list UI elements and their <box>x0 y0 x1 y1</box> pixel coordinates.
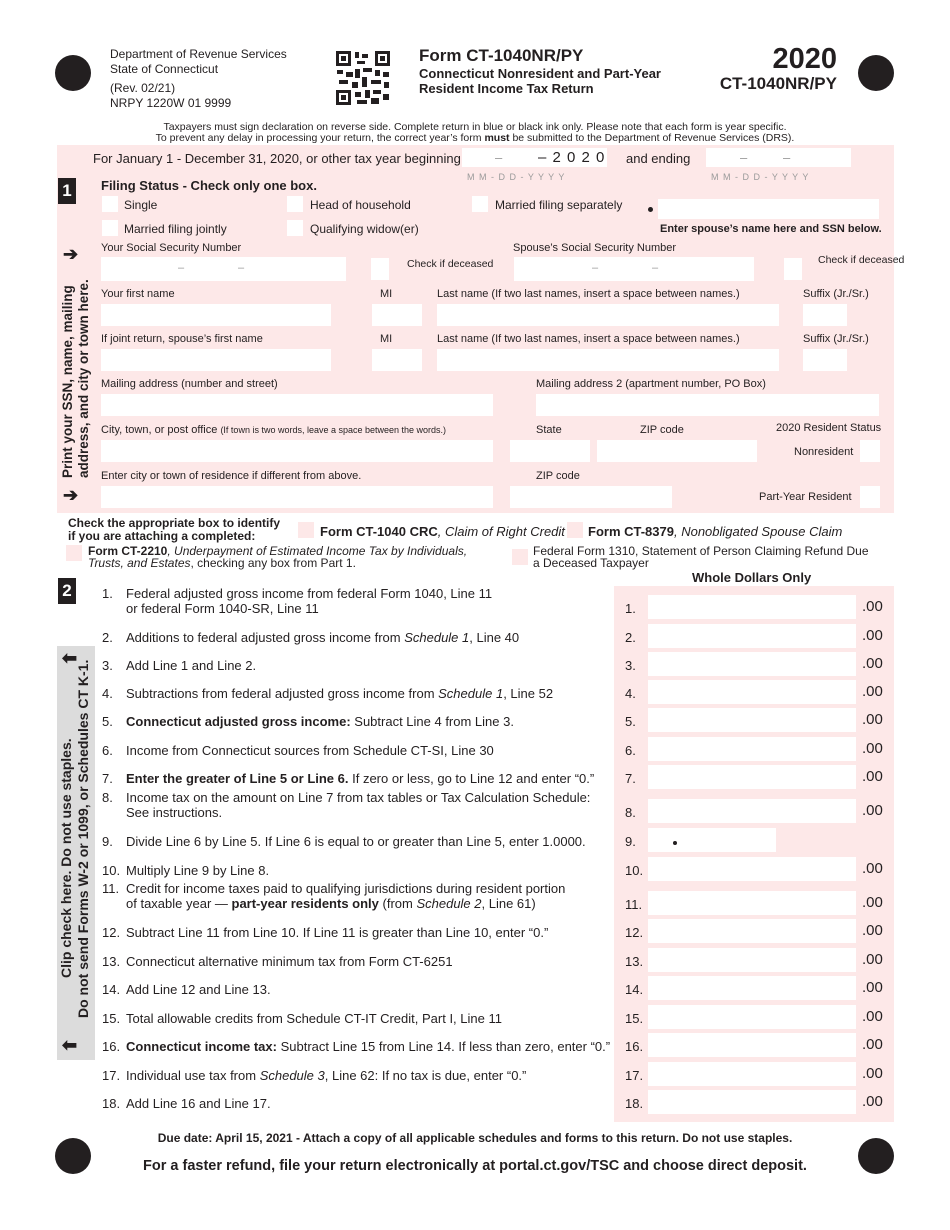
line-10-amount-field[interactable] <box>648 857 856 881</box>
single-checkbox[interactable] <box>102 196 118 212</box>
spouse-last-name-field[interactable] <box>437 349 779 371</box>
married-separately-checkbox[interactable] <box>472 196 488 212</box>
line-6-text: 6. Income from Connecticut sources from Schedule CT-SI, Line 30 <box>102 743 494 758</box>
line-1-cents: .00 <box>862 598 883 615</box>
line-5-number: 5. <box>625 714 636 729</box>
line-1-amount-field[interactable] <box>648 595 856 619</box>
registration-mark <box>858 55 894 91</box>
side-label-print: Print your SSN, name, mailing address, and city or town here. <box>60 279 91 478</box>
whole-dollars: Whole Dollars Only <box>692 570 812 585</box>
line-1-number: 1. <box>625 601 636 616</box>
line-4-cents: .00 <box>862 683 883 700</box>
first-name-label: Your first name <box>101 288 175 300</box>
line-18-amount-field[interactable] <box>648 1090 856 1114</box>
attach-intro: Check the appropriate box to identify if you are attaching a completed: <box>68 516 281 543</box>
line-14-text: 14. Add Line 12 and Line 13. <box>102 982 271 997</box>
first-name-field[interactable] <box>101 304 331 326</box>
line-11-text: 11. Credit for income taxes paid to qualifying jurisdictions during resident portion of taxable year — part-year residents only (from Schedule 2, Line 61) <box>102 881 566 911</box>
ct8379-checkbox[interactable] <box>567 522 583 538</box>
spouse-mi-field[interactable] <box>372 349 422 371</box>
spouse-name-field[interactable] <box>658 199 879 219</box>
part-year-checkbox[interactable] <box>860 486 880 508</box>
revision: (Rev. 02/21) <box>110 81 176 95</box>
line-15-number: 15. <box>625 1011 644 1026</box>
head-of-household-label: Head of household <box>310 198 411 212</box>
qualifying-widow-checkbox[interactable] <box>287 220 303 236</box>
nonresident-label: Nonresident <box>794 446 854 458</box>
line-3-text: 3. Add Line 1 and Line 2. <box>102 658 257 673</box>
qr-code-icon <box>335 50 391 106</box>
line-15-cents: .00 <box>862 1008 883 1025</box>
spouse-ssn-field[interactable] <box>514 257 754 281</box>
arrow-right-icon: ➔ <box>63 244 79 264</box>
spouse-check-deceased-label: Check if deceased <box>818 254 905 266</box>
form-code: NRPY 1220W 01 9999 <box>110 96 232 110</box>
line-7-text: 7. Enter the greater of Line 5 or Line 6. If zero or less, go to Line 12 and enter “0.” <box>102 771 595 786</box>
spouse-first-name-field[interactable] <box>101 349 331 371</box>
deceased-checkbox[interactable] <box>371 258 389 280</box>
line-7-amount-field[interactable] <box>648 765 856 789</box>
line-8-cents: .00 <box>862 802 883 819</box>
line-16-number: 16. <box>625 1039 644 1054</box>
married-jointly-label: Married filing jointly <box>124 222 227 236</box>
form-subtitle2: Resident Income Tax Return <box>419 81 594 96</box>
city-label: City, town, or post office (If town is two words, leave a space between the words.) <box>101 424 447 436</box>
and-ending: and ending <box>626 151 691 166</box>
line-17-amount-field[interactable] <box>648 1062 856 1086</box>
line-11-amount-field[interactable] <box>648 891 856 915</box>
line-13-amount-field[interactable] <box>648 948 856 972</box>
line-14-cents: .00 <box>862 979 883 996</box>
ssn-field[interactable] <box>101 257 346 281</box>
line-13-cents: .00 <box>862 951 883 968</box>
spouse-suffix-label: Suffix (Jr./Sr.) <box>803 333 869 345</box>
mailing-address2-label: Mailing address 2 (apartment number, PO Box) <box>536 378 766 390</box>
head-of-household-checkbox[interactable] <box>287 196 303 212</box>
title-block <box>419 46 661 96</box>
line-12-cents: .00 <box>862 922 883 939</box>
line-18-text: 18. Add Line 16 and Line 17. <box>102 1096 271 1111</box>
line-10-number: 10. <box>625 863 644 878</box>
married-separately-label: Married filing separately <box>495 198 623 212</box>
line-1-text: 1. Federal adjusted gross income from federal Form 1040, Line 11 or federal Form 1040-SR, Line 11 <box>102 586 493 616</box>
line-15-amount-field[interactable] <box>648 1005 856 1029</box>
line-7-number: 7. <box>625 771 636 786</box>
line-17-number: 17. <box>625 1068 644 1083</box>
line-17-cents: .00 <box>862 1065 883 1082</box>
mailing-address2-field[interactable] <box>536 394 879 416</box>
registration-mark <box>55 55 91 91</box>
end-date-hint: M M - D D - Y Y Y Y <box>711 172 810 182</box>
side-label-clip: Clip check here. Do not use staples. Do not send Forms W-2 or 1099, or Schedules CT K-1. <box>58 659 91 1018</box>
part-year-label: Part-Year Resident <box>759 491 852 503</box>
line-5-text: 5. Connecticut adjusted gross income: Subtract Line 4 from Line 3. <box>102 714 514 729</box>
spouse-first-name-label: If joint return, spouse’s first name <box>101 333 263 345</box>
begin-date-hint: M M - D D - Y Y Y Y <box>467 172 566 182</box>
mi-label: MI <box>380 288 393 300</box>
line-18-cents: .00 <box>862 1093 883 1110</box>
notice <box>0 122 950 144</box>
line-2-number: 2. <box>625 630 636 645</box>
ct8379-label: Form CT-8379, Nonobligated Spouse Claim <box>588 524 843 539</box>
line-16-text: 16. Connecticut income tax: Subtract Line 15 from Line 14. If less than zero, enter “0.” <box>102 1039 611 1054</box>
line-11-number: 11. <box>625 897 643 912</box>
line-13-text: 13. Connecticut alternative minimum tax from Form CT-6251 <box>102 954 453 969</box>
line-18-number: 18. <box>625 1096 644 1111</box>
line-12-amount-field[interactable] <box>648 919 856 943</box>
f1310-checkbox[interactable] <box>512 549 528 565</box>
line-16-amount-field[interactable] <box>648 1033 856 1057</box>
suffix-field[interactable] <box>803 304 847 326</box>
filing-status-title: Filing Status - Check only one box. <box>101 178 317 193</box>
arrow-right-icon: ➔ <box>63 485 79 505</box>
line-7-cents: .00 <box>862 768 883 785</box>
spouse-suffix-field[interactable] <box>803 349 847 371</box>
spouse-ssn-label: Spouse’s Social Security Number <box>513 242 677 254</box>
line-12-number: 12. <box>625 925 644 940</box>
line-5-cents: .00 <box>862 711 883 728</box>
suffix-label: Suffix (Jr./Sr.) <box>803 288 869 300</box>
spouse-mi-label: MI <box>380 333 393 345</box>
line-8-amount-field[interactable] <box>648 799 856 823</box>
residence-zip-field[interactable] <box>510 486 672 508</box>
date-sep: – <box>495 150 503 165</box>
zip-label: ZIP code <box>640 424 684 436</box>
single-label: Single <box>124 198 158 212</box>
crc-label: Form CT-1040 CRC, Claim of Right Credit <box>320 524 565 539</box>
refund-note: For a faster refund, file your return electronically at portal.ct.gov/TSC and choose direct deposit. <box>143 1158 807 1174</box>
state-label: State <box>536 424 562 436</box>
line-6-amount-field[interactable] <box>648 737 856 761</box>
dept-block <box>110 47 287 111</box>
arrow-left-icon: ⬅ <box>62 648 78 668</box>
line-8-number: 8. <box>625 805 636 820</box>
f1310-label: Federal Form 1310, Statement of Person Claiming Refund Due a Deceased Taxpayer <box>533 544 869 570</box>
line-16-cents: .00 <box>862 1036 883 1053</box>
city-residence-field[interactable] <box>101 486 493 508</box>
ssn-label: Your Social Security Number <box>101 242 242 254</box>
period-label: For January 1 - December 31, 2020, or other tax year beginning <box>93 151 461 166</box>
ct2210-checkbox[interactable] <box>66 545 82 561</box>
section-2-badge: 2 <box>58 578 76 604</box>
married-jointly-checkbox[interactable] <box>102 220 118 236</box>
line-12-text: 12. Subtract Line 11 from Line 10. If Line 11 is greater than Line 10, enter “0.” <box>102 925 549 940</box>
line-3-amount-field[interactable] <box>648 652 856 676</box>
spouse-note: Enter spouse’s name here and SSN below. <box>660 223 882 235</box>
form-subtitle1: Connecticut Nonresident and Part-Year <box>419 66 661 81</box>
line-4-amount-field[interactable] <box>648 680 856 704</box>
due-date: Due date: April 15, 2021 - Attach a copy of all applicable schedules and forms to this return. Do not use staples. <box>157 1131 793 1145</box>
ct2210-label: Form CT-2210, Underpayment of Estimated Income Tax by Individuals, Trusts, and Estates, checking any box from Part 1. <box>88 544 468 570</box>
state-field[interactable] <box>510 440 590 462</box>
spouse-deceased-checkbox[interactable] <box>784 258 802 280</box>
line-9-number: 9. <box>625 834 636 849</box>
line-10-text: 10. Multiply Line 9 by Line 8. <box>102 863 270 878</box>
line-14-amount-field[interactable] <box>648 976 856 1000</box>
last-name-field[interactable] <box>437 304 779 326</box>
form-id: CT-1040NR/PY <box>719 74 837 93</box>
line-2-amount-field[interactable] <box>648 624 856 648</box>
tax-year: 2020 <box>772 43 837 75</box>
line-6-number: 6. <box>625 743 636 758</box>
line-2-cents: .00 <box>862 627 883 644</box>
section-1-badge: 1 <box>58 178 76 204</box>
line-9-text: 9. Divide Line 6 by Line 5. If Line 6 is equal to or greater than Line 5, enter 1.0000. <box>102 834 586 849</box>
line-13-number: 13. <box>625 954 644 969</box>
resident-status-label: 2020 Resident Status <box>776 422 882 434</box>
mailing-address-field[interactable] <box>101 394 493 416</box>
begin-year: – 2 0 2 0 <box>538 149 606 166</box>
dept-line2: State of Connecticut <box>110 62 219 76</box>
line-11-cents: .00 <box>862 894 883 911</box>
line-4-text: 4. Subtractions from federal adjusted gross income from Schedule 1, Line 52 <box>102 686 554 701</box>
dept-line1: Department of Revenue Services <box>110 47 287 61</box>
arrow-left-icon: ⬅ <box>62 1035 78 1055</box>
mailing-address-label: Mailing address (number and street) <box>101 378 278 390</box>
check-deceased-label: Check if deceased <box>407 258 494 270</box>
city-residence-label: Enter city or town of residence if different from above. <box>101 470 362 482</box>
line-3-number: 3. <box>625 658 636 673</box>
city-field[interactable] <box>101 440 493 462</box>
qualifying-widow-label: Qualifying widow(er) <box>310 222 419 236</box>
year-block <box>715 44 837 94</box>
line-4-number: 4. <box>625 686 636 701</box>
line-15-text: 15. Total allowable credits from Schedule CT-IT Credit, Part I, Line 11 <box>102 1011 502 1026</box>
line-8-text: 8. Income tax on the amount on Line 7 from tax tables or Tax Calculation Schedule: See instructions. <box>102 790 591 820</box>
end-date-field[interactable] <box>706 148 851 167</box>
line-6-cents: .00 <box>862 740 883 757</box>
zip-field[interactable] <box>597 440 757 462</box>
line-17-text: 17. Individual use tax from Schedule 3, Line 62: If no tax is due, enter “0.” <box>102 1068 527 1083</box>
mi-field[interactable] <box>372 304 422 326</box>
notice-line2: To prevent any delay in processing your return, the correct year’s form must be submitted to the Department of Revenue Services (DRS). <box>155 132 795 144</box>
line-9-ratio-field[interactable] <box>648 828 776 852</box>
notice-line1: Taxpayers must sign declaration on reverse side. Complete return in blue or black ink only. Please note that each form is year specific. <box>163 121 787 133</box>
line-14-number: 14. <box>625 982 644 997</box>
line-5-amount-field[interactable] <box>648 708 856 732</box>
spouse-last-name-label: Last name (If two last names, insert a space between names.) <box>437 333 740 345</box>
form-title: Form CT-1040NR/PY <box>419 46 584 65</box>
crc-checkbox[interactable] <box>298 522 314 538</box>
line-10-cents: .00 <box>862 860 883 877</box>
last-name-label: Last name (If two last names, insert a space between names.) <box>437 288 740 300</box>
residence-zip-label: ZIP code <box>536 470 580 482</box>
line-3-cents: .00 <box>862 655 883 672</box>
line-2-text: 2. Additions to federal adjusted gross income from Schedule 1, Line 40 <box>102 630 520 645</box>
nonresident-checkbox[interactable] <box>860 440 880 462</box>
